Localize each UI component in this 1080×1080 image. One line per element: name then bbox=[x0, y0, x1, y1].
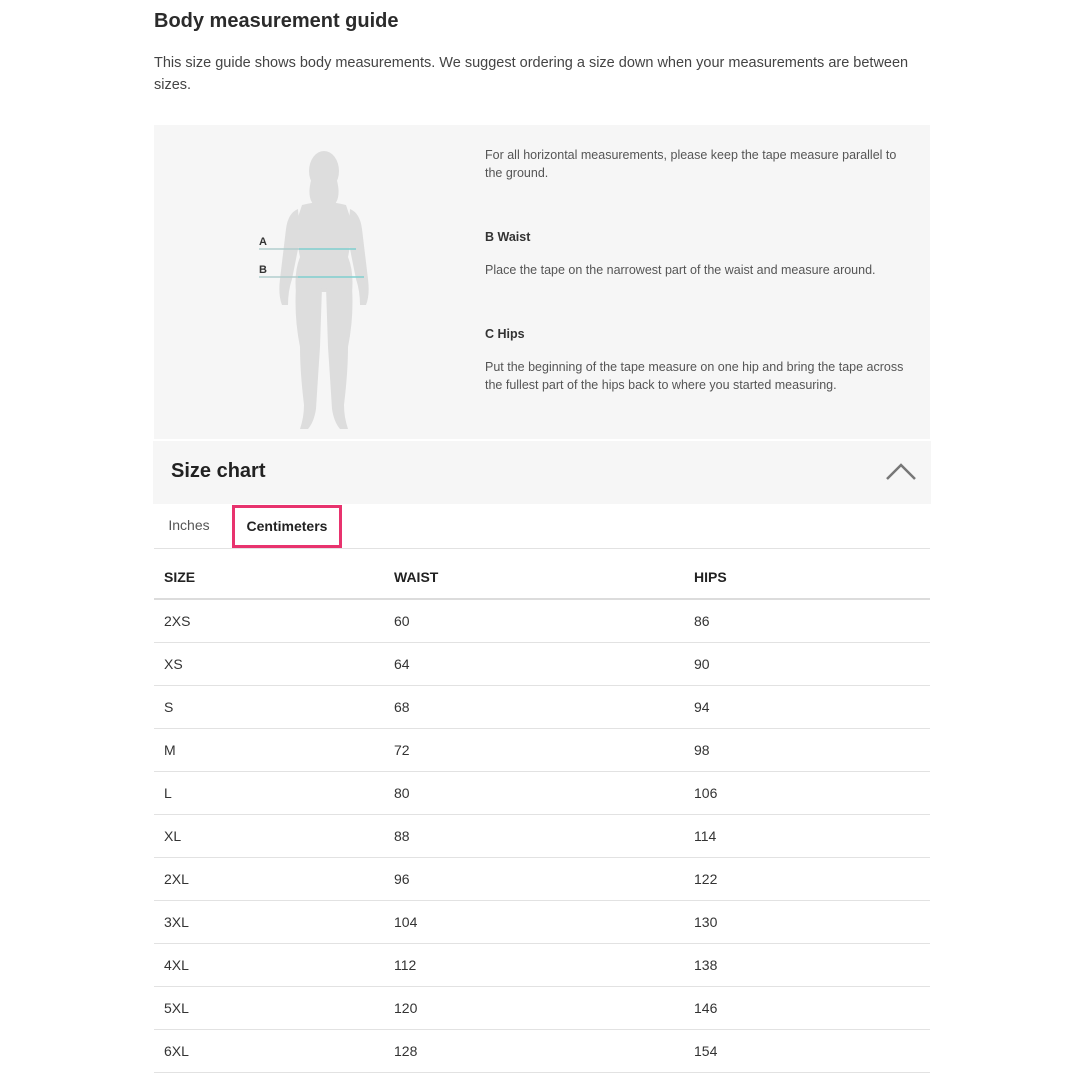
table-row bbox=[154, 772, 930, 815]
size-cell: 5XL bbox=[154, 987, 384, 1030]
waist-cell: 112 bbox=[384, 944, 684, 987]
waist-cell: 120 bbox=[384, 987, 684, 1030]
size-cell: 4XL bbox=[154, 944, 384, 987]
unit-tabs bbox=[154, 505, 930, 549]
size-cell: 3XL bbox=[154, 901, 384, 944]
hips-cell: 138 bbox=[684, 944, 930, 987]
column-header-waist: WAIST bbox=[384, 555, 684, 599]
chevron-up-icon[interactable] bbox=[883, 457, 919, 487]
waist-cell: 128 bbox=[384, 1030, 684, 1073]
table-row bbox=[154, 1030, 930, 1073]
hips-cell: 94 bbox=[684, 686, 930, 729]
hips-instruction: Put the beginning of the tape measure on one hip and bring the tape across the fullest part of the hips back to where you started measuring. bbox=[485, 360, 904, 392]
size-chart-header[interactable] bbox=[153, 441, 931, 504]
tab-centimeters[interactable]: Centimeters bbox=[232, 505, 342, 548]
hips-cell: 130 bbox=[684, 901, 930, 944]
table-row bbox=[154, 858, 930, 901]
table-row bbox=[154, 815, 930, 858]
waist-instruction: Place the tape on the narrowest part of the waist and measure around. bbox=[485, 263, 876, 277]
hips-cell: 98 bbox=[684, 729, 930, 772]
measurement-figure-panel bbox=[154, 125, 930, 439]
hips-cell: 122 bbox=[684, 858, 930, 901]
hips-cell: 86 bbox=[684, 599, 930, 643]
guide-intro: This size guide shows body measurements. We suggest ordering a size down when your measurements are between sizes. bbox=[154, 55, 909, 93]
size-cell: 2XL bbox=[154, 858, 384, 901]
table-row bbox=[154, 944, 930, 987]
waist-cell: 96 bbox=[384, 858, 684, 901]
hips-cell: 146 bbox=[684, 987, 930, 1030]
size-chart-title: Size chart bbox=[171, 460, 266, 482]
size-table bbox=[154, 555, 930, 1073]
table-row bbox=[154, 901, 930, 944]
hips-cell: 106 bbox=[684, 772, 930, 815]
column-header-hips: HIPS bbox=[684, 555, 930, 599]
waist-heading: B Waist bbox=[485, 230, 531, 244]
marker-b-label: B bbox=[259, 264, 267, 276]
body-silhouette-icon bbox=[254, 147, 394, 432]
table-row bbox=[154, 987, 930, 1030]
table-row bbox=[154, 686, 930, 729]
waist-cell: 64 bbox=[384, 643, 684, 686]
table-row bbox=[154, 643, 930, 686]
waist-cell: 68 bbox=[384, 686, 684, 729]
size-cell: XL bbox=[154, 815, 384, 858]
size-cell: M bbox=[154, 729, 384, 772]
size-cell: 2XS bbox=[154, 599, 384, 643]
waist-cell: 80 bbox=[384, 772, 684, 815]
hips-heading: C Hips bbox=[485, 327, 525, 341]
general-instruction: For all horizontal measurements, please keep the tape measure parallel to the ground. bbox=[485, 148, 897, 180]
table-header-row bbox=[154, 555, 930, 599]
marker-a-label: A bbox=[259, 236, 267, 248]
hips-cell: 114 bbox=[684, 815, 930, 858]
size-cell: 6XL bbox=[154, 1030, 384, 1073]
hips-cell: 90 bbox=[684, 643, 930, 686]
column-header-size: SIZE bbox=[154, 555, 384, 599]
hips-cell: 154 bbox=[684, 1030, 930, 1073]
size-cell: L bbox=[154, 772, 384, 815]
guide-title: Body measurement guide bbox=[154, 10, 399, 32]
tab-inches[interactable]: Inches bbox=[168, 517, 210, 533]
waist-cell: 88 bbox=[384, 815, 684, 858]
size-cell: XS bbox=[154, 643, 384, 686]
table-row bbox=[154, 729, 930, 772]
table-row bbox=[154, 599, 930, 643]
waist-cell: 60 bbox=[384, 599, 684, 643]
waist-cell: 104 bbox=[384, 901, 684, 944]
size-cell: S bbox=[154, 686, 384, 729]
waist-cell: 72 bbox=[384, 729, 684, 772]
